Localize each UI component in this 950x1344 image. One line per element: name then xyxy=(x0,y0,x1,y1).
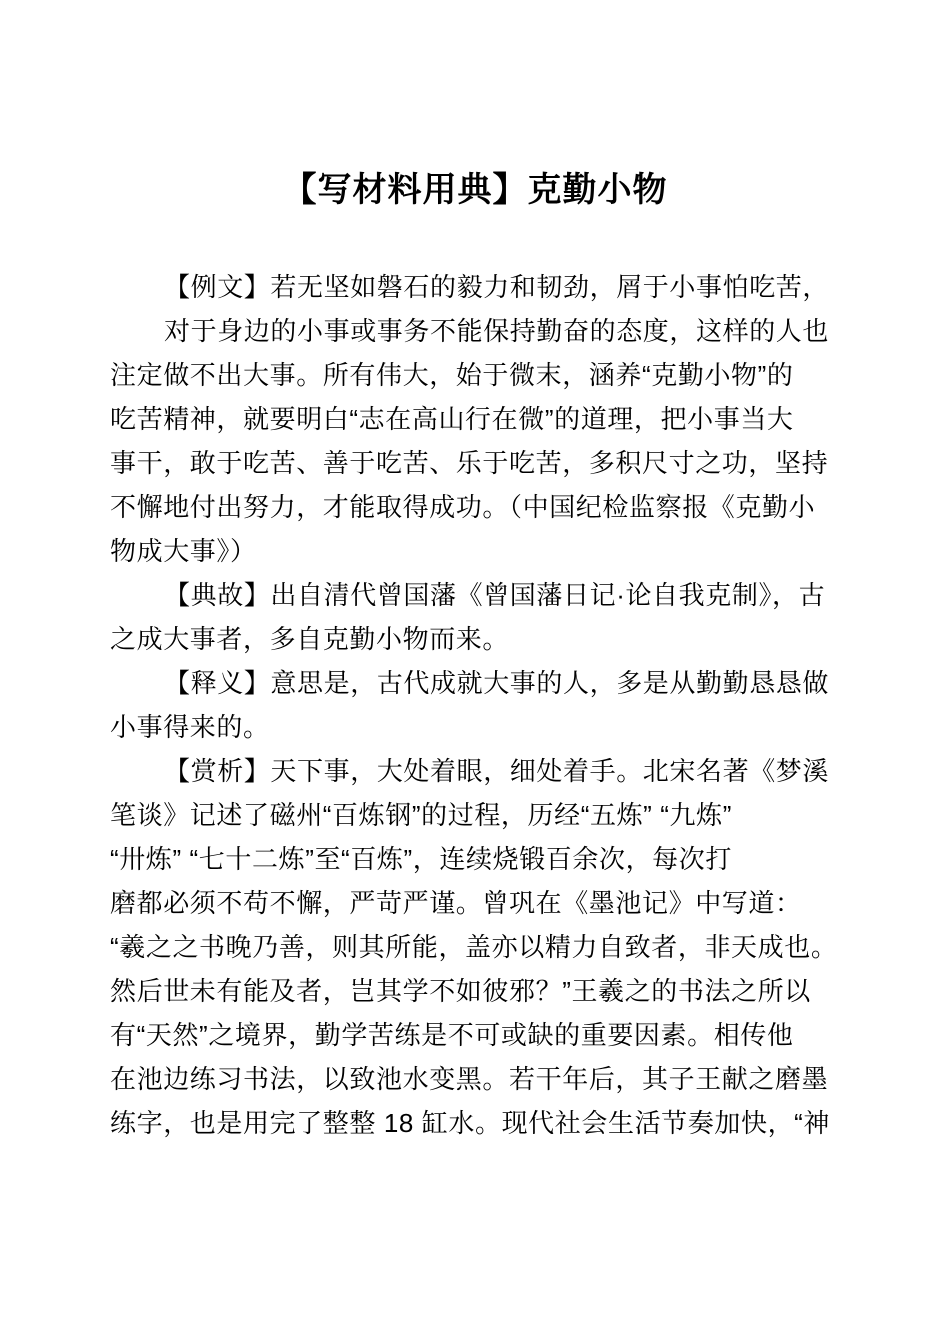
text-line: “卅炼” “七十二炼”至“百炼”，连续烧锻百余次，每次打 xyxy=(110,844,732,874)
text-line: 笔谈》记述了磁州“百炼钢”的过程，历经“五炼” “九炼” xyxy=(110,800,732,830)
text-line: 【释义】意思是，古代成就大事的人，多是从勤勤恳恳做 xyxy=(164,668,830,698)
text-line: 有“天然”之境界，勤学苦练是不可或缺的重要因素。相传他 xyxy=(110,1020,794,1050)
text-line: 对于身边的小事或事务不能保持勤奋的态度，这样的人也 xyxy=(164,316,830,346)
document-body xyxy=(0,265,950,1145)
text-line: 然后世未有能及者，岂其学不如彼邪？”王羲之的书法之所以 xyxy=(110,976,811,1006)
text-line: 小事得来的。 xyxy=(110,712,270,742)
text-line: 【典故】出自清代曾国藩《曾国藩日记·论自我克制》，古 xyxy=(164,580,826,610)
page-title: 【写材料用典】克勤小物 xyxy=(282,171,668,209)
text-line: 磨都必须不苟不懈，严苛严谨。曾巩在《墨池记》中写道： xyxy=(110,888,802,918)
text-line: 在池边练习书法，以致池水变黑。若干年后，其子王献之磨墨 xyxy=(110,1064,829,1094)
text-line: 不懈地付出努力，才能取得成功。（中国纪检监察报《克勤小 xyxy=(110,492,816,522)
text-line: 【例文】若无坚如磐石的毅力和韧劲，屑于小事怕吃苦， xyxy=(164,272,830,302)
text-line: 【赏析】天下事，大处着眼，细处着手。北宋名著《梦溪 xyxy=(164,756,830,786)
text-line: 之成大事者，多自克勤小物而来。 xyxy=(110,624,510,654)
text-line: 事干，敢于吃苦、善于吃苦、乐于吃苦，多积尺寸之功，坚持 xyxy=(110,448,829,478)
text-line: 吃苦精神，就要明白“志在高山行在微”的道理，把小事当大 xyxy=(110,404,794,434)
text-line: 物成大事》） xyxy=(110,536,257,566)
text-line: 注定做不出大事。所有伟大，始于微末，涵养“克勤小物”的 xyxy=(110,360,794,390)
text-line: 练字，也是用完了整整 18 缸水。现代社会生活节奏加快，“神 xyxy=(110,1108,831,1138)
text-line: “羲之之书晚乃善，则其所能，盖亦以精力自致者，非天成也。 xyxy=(110,932,838,962)
